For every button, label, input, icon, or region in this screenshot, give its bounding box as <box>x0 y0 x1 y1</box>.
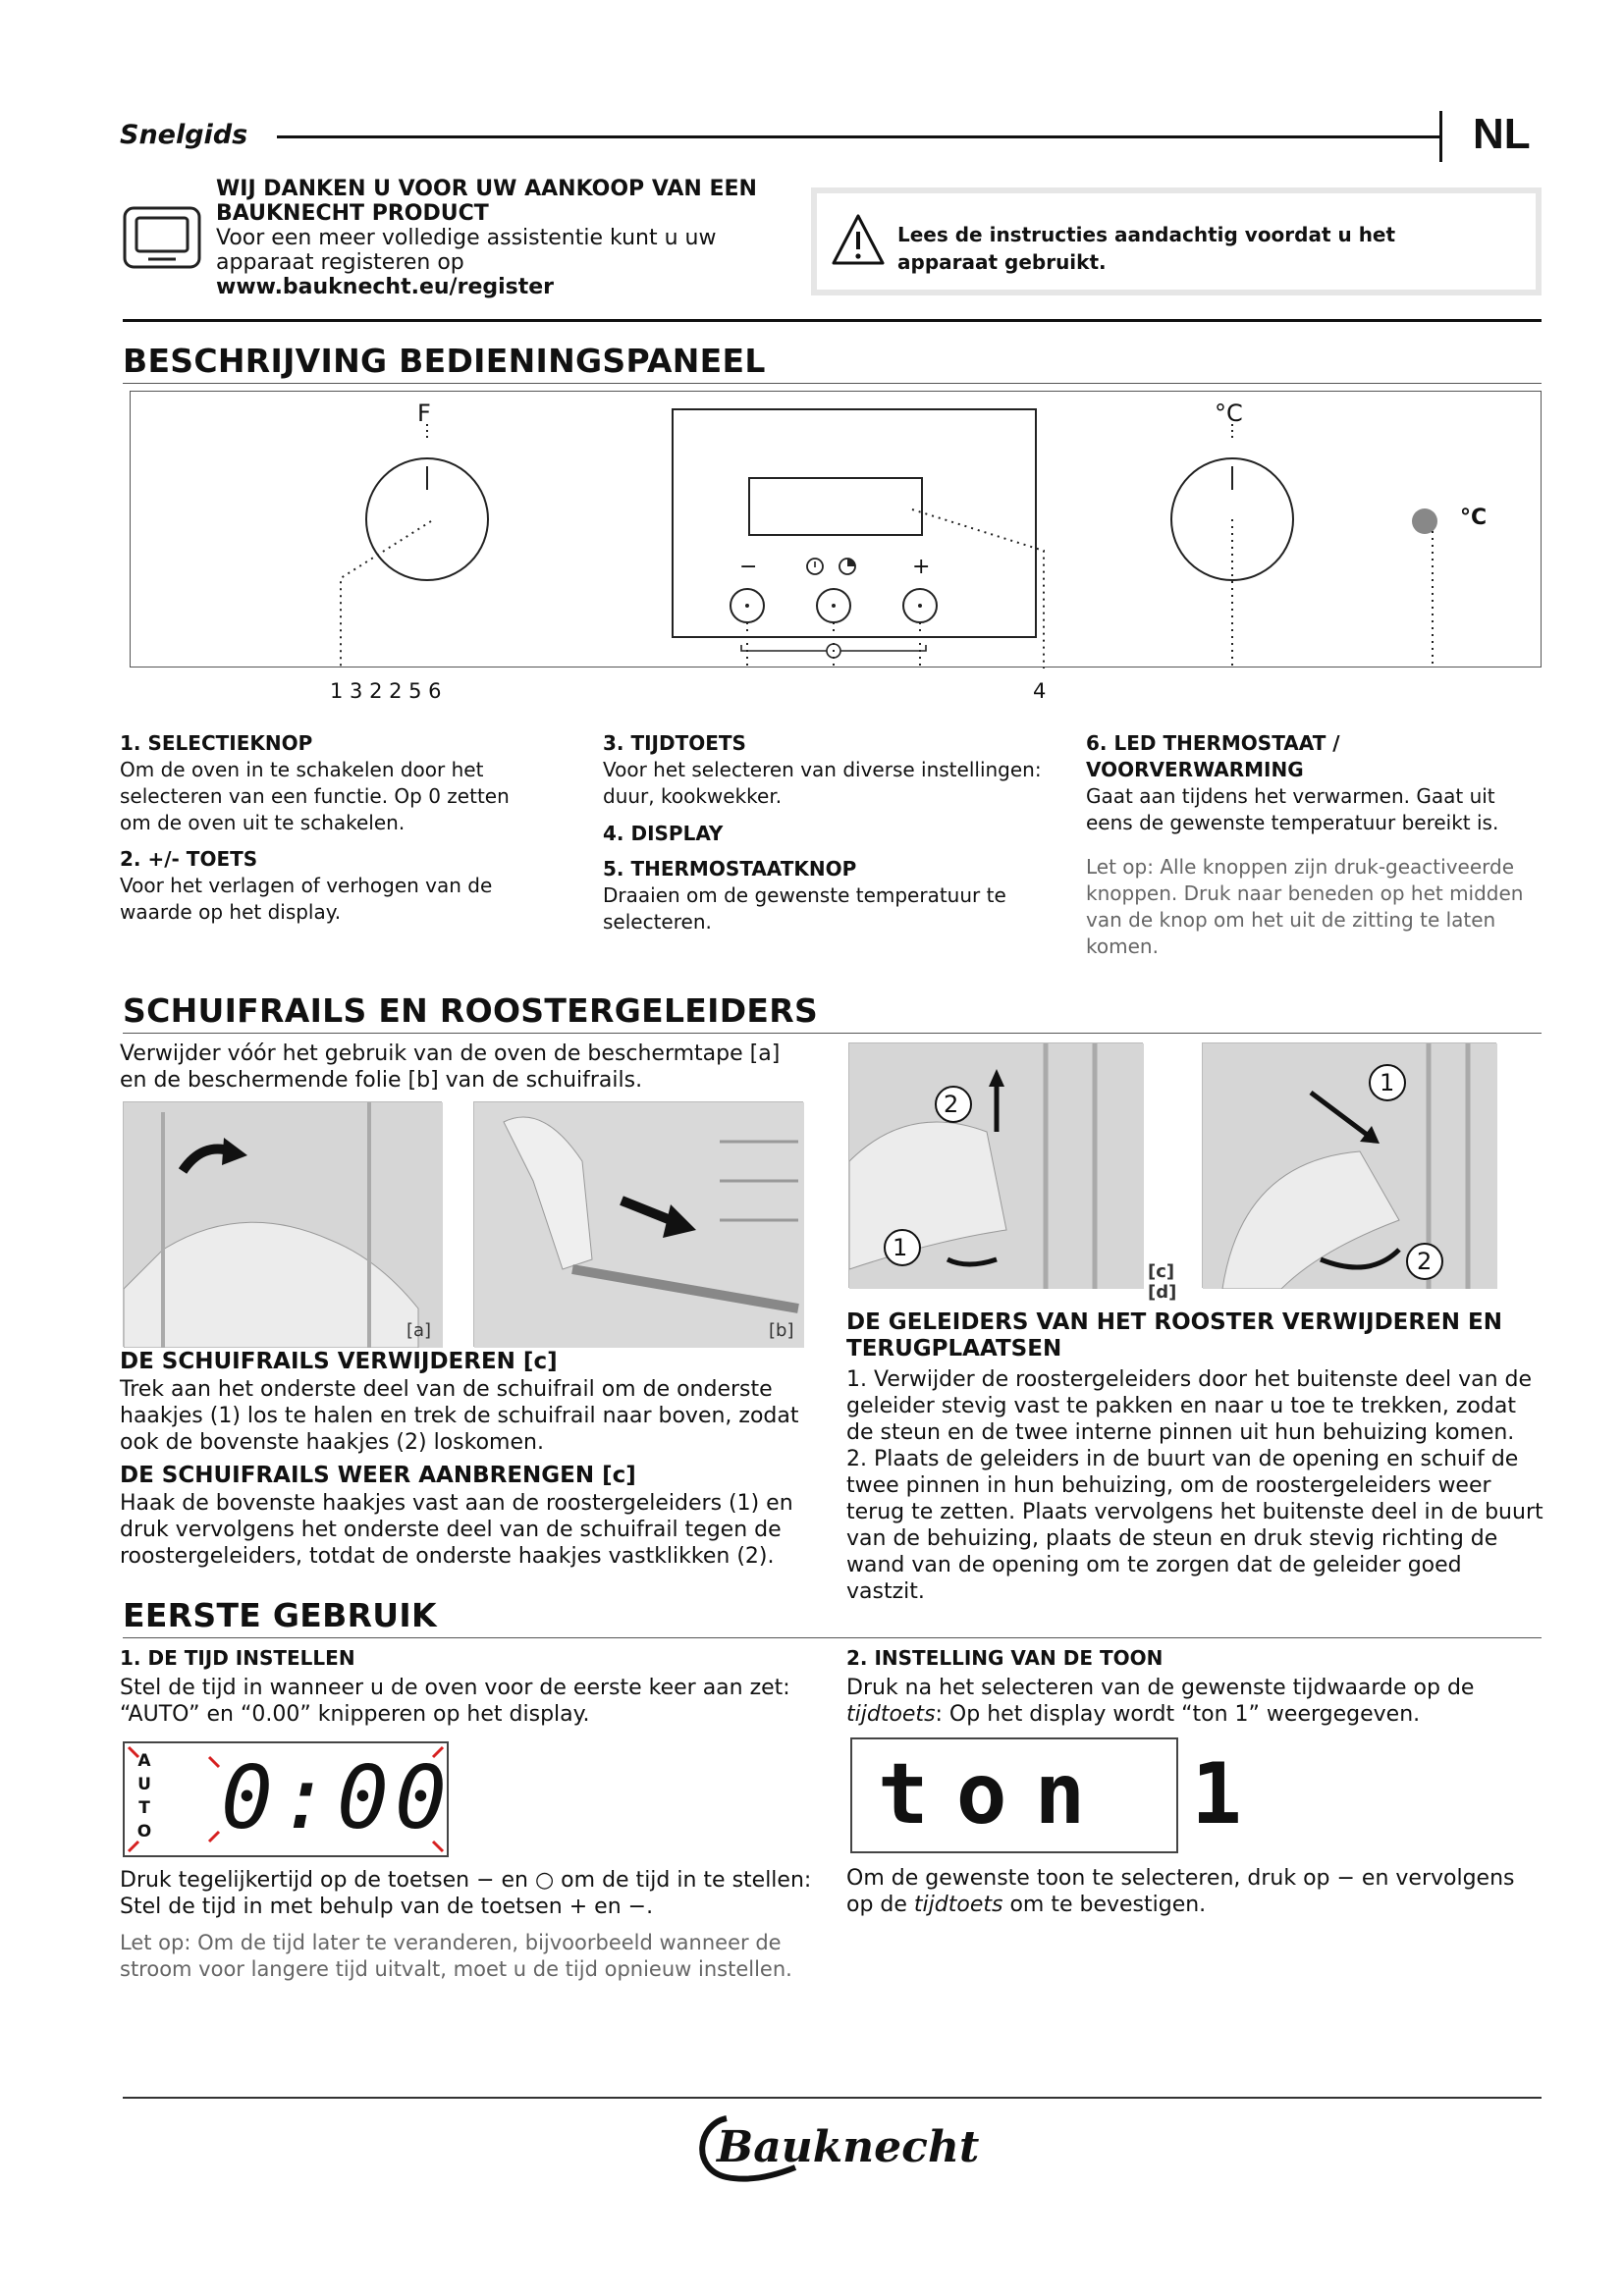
tone-instruction-em: tijdtoets <box>913 1893 1003 1917</box>
tone-instruction <box>846 1865 1543 1918</box>
selector-f-label: F <box>417 400 431 427</box>
time-note: Let op: Om de tijd later te veranderen, bijvoorbeeld wanneer de stroom voor langere tijd uitvalt, moet u de tijd opnieuw instellen. <box>120 1931 792 1981</box>
header-tick <box>1439 111 1442 162</box>
section-rule <box>123 383 1542 384</box>
desc-selector <box>120 730 532 836</box>
control-panel-diagram <box>130 391 1542 667</box>
tone-text <box>846 1675 1543 1728</box>
guide-label: Snelgids <box>120 120 248 150</box>
warning-text: Lees de instructies aandachtig voordat u het apparaat gebruikt. <box>897 223 1396 274</box>
tone-text-part: Druk na het selecteren van de gewenste tijdwaarde op de <box>846 1676 1475 1700</box>
step-1-marker: 1 <box>893 1234 908 1261</box>
thermostat-c-label: °C <box>1215 400 1243 427</box>
time-display <box>123 1741 453 1857</box>
photo-label-b: [b] <box>769 1320 794 1341</box>
desc-title: 6. LED THERMOSTAAT / VOORVERWARMING <box>1086 731 1340 781</box>
desc-title: 5. THERMOSTAATKNOP <box>603 857 857 881</box>
brand-wordmark: Bauknecht <box>717 2122 980 2172</box>
thanks-title: WIJ DANKEN U VOOR UW AANKOOP VAN EEN BAUKNECHT PRODUCT <box>216 177 757 226</box>
auto-letter: O <box>136 1822 152 1842</box>
warning-box <box>811 187 1542 295</box>
desc-title: 4. DISPLAY <box>603 822 724 845</box>
rails-remove-text: Trek aan het onderste deel van de schuifrail om de onderste haakjes (1) los te halen en trek de schuifrail naar boven, zodat ook de bovenste haakjes (2) loskomen. <box>120 1377 799 1455</box>
auto-indicator <box>135 1749 154 1843</box>
desc-display <box>603 821 1055 847</box>
step-1-marker: 1 <box>1380 1069 1395 1096</box>
auto-letter: U <box>137 1775 151 1794</box>
rails-remove-title: DE SCHUIFRAILS VERWIJDEREN [c] <box>120 1349 558 1374</box>
section-title-rails: SCHUIFRAILS EN ROOSTERGELEIDERS <box>123 991 819 1030</box>
thanks-block <box>216 177 785 299</box>
tone-title: 2. INSTELLING VAN DE TOON <box>846 1646 1164 1670</box>
desc-text: Voor het selecteren van diverse instellingen: duur, kookwekker. <box>603 758 1042 808</box>
display-time-value: 0:00 <box>221 1747 453 1848</box>
photo-foil-removal <box>473 1101 803 1347</box>
minus-label: − <box>739 555 758 579</box>
section-title-control-panel: BESCHRIJVING BEDIENINGSPANEEL <box>123 342 766 380</box>
time-instruction-2: Stel de tijd in met behulp van de toetsen + en −. <box>120 1895 654 1919</box>
led-c-label: °C <box>1460 506 1488 530</box>
desc-title: 3. TIJDTOETS <box>603 731 746 755</box>
desc-plus-minus <box>120 846 532 926</box>
tone-display <box>850 1737 1270 1853</box>
step-2-marker: 2 <box>944 1091 959 1118</box>
guides-text-1: 1. Verwijder de roostergeleiders door het buitenste deel van de geleider stevig vast te pakken en naar u toe te trekken, zodat de steun en de twee interne pinnen uit hun behuizing komen. <box>846 1367 1533 1445</box>
header-rule <box>277 135 1441 138</box>
desc-text: Draaien om de gewenste temperatuur te selecteren. <box>603 883 1006 934</box>
monitor-icon <box>123 206 201 273</box>
callouts-left: 1 3 2 2 5 6 <box>330 679 442 703</box>
desc-led <box>1086 730 1547 836</box>
time-title: 1. DE TIJD INSTELLEN <box>120 1646 355 1670</box>
photo-guide-removal <box>848 1042 1177 1303</box>
rails-refit-text: Haak de bovenste haakjes vast aan de roostergeleiders (1) en druk vervolgens het onderste deel van de schuifrail tegen de roostergeleiders, totdat de onderste haakjes vastklikken (2). <box>120 1491 793 1569</box>
section-rule <box>123 1637 1542 1638</box>
tone-text-part: : Op het display wordt “ton 1” weergegeven. <box>935 1702 1421 1727</box>
warning-triangle-icon <box>831 213 886 266</box>
footer-rule <box>123 2097 1542 2099</box>
rails-intro: Verwijder vóór het gebruik van de oven de beschermtape [a] en de beschermende folie [b] van de schuifrails. <box>120 1041 781 1093</box>
section-rule <box>123 1033 1542 1034</box>
plus-label: + <box>912 555 931 579</box>
thanks-text: Voor een meer volledige assistentie kunt u uw apparaat registeren op <box>216 226 717 275</box>
tone-text-em: tijdtoets <box>846 1702 936 1727</box>
divider <box>123 319 1542 322</box>
section-title-first-use: EERSTE GEBRUIK <box>123 1596 437 1634</box>
panel-note: Let op: Alle knoppen zijn druk-geactiveerde knoppen. Druk naar beneden op het midden van de knop om het uit de zitting te laten komen. <box>1086 855 1524 958</box>
guides-text-2: 2. Plaats de geleiders in de buurt van de opening en schuif de twee pinnen in hun behuizing, om de roostergeleiders weer terug te zetten. Plaats vervolgens het buitenste deel in de buurt van de behuizing, plaats de steun en druk stevig richting de wand van de opening om te zorgen dat de geleider goed vastzit. <box>846 1447 1543 1604</box>
photo-label-cd: [c] [d] <box>1148 1261 1177 1303</box>
control-panel-drawing <box>131 392 1543 668</box>
language-code: NL <box>1473 110 1531 158</box>
auto-letter: A <box>137 1751 151 1771</box>
tone-instruction-part: Om de gewenste toon te selecteren, druk op − en vervolgens op de <box>846 1866 1515 1917</box>
photo-tape-removal <box>123 1101 442 1347</box>
desc-text: Gaat aan tijdens het verwarmen. Gaat uit eens de gewenste temperatuur bereikt is. <box>1086 784 1499 834</box>
photo-guide-refit <box>1202 1042 1496 1288</box>
desc-time-key <box>603 730 1055 810</box>
step-2-marker: 2 <box>1417 1248 1433 1275</box>
desc-title: 2. +/- TOETS <box>120 847 258 871</box>
display-tone-value: ton 1 <box>878 1745 1270 1843</box>
guides-title: DE GELEIDERS VAN HET ROOSTER VERWIJDEREN EN TERUGPLAATSEN <box>846 1309 1503 1362</box>
photo-label-a: [a] <box>406 1320 432 1341</box>
tone-instruction-part: om te bevestigen. <box>1002 1893 1207 1917</box>
desc-title: 1. SELECTIEKNOP <box>120 731 313 755</box>
time-text: Stel de tijd in wanneer u de oven voor de eerste keer aan zet: “AUTO” en “0.00” knipperen op het display. <box>120 1676 790 1727</box>
auto-letter: T <box>138 1798 150 1818</box>
callout-display: 4 <box>1033 679 1047 703</box>
register-link[interactable]: www.bauknecht.eu/register <box>216 275 555 299</box>
desc-text: Om de oven in te schakelen door het selecteren van een functie. Op 0 zetten om de oven uit te schakelen. <box>120 758 510 834</box>
desc-text: Voor het verlagen of verhogen van de waarde op het display. <box>120 874 493 924</box>
desc-thermostat <box>603 856 1055 935</box>
time-instruction-1: Druk tegelijkertijd op de toetsen − en ○ om de tijd in te stellen: <box>120 1868 812 1893</box>
rails-refit-title: DE SCHUIFRAILS WEER AANBRENGEN [c] <box>120 1463 636 1488</box>
bauknecht-logo <box>687 2110 982 2185</box>
